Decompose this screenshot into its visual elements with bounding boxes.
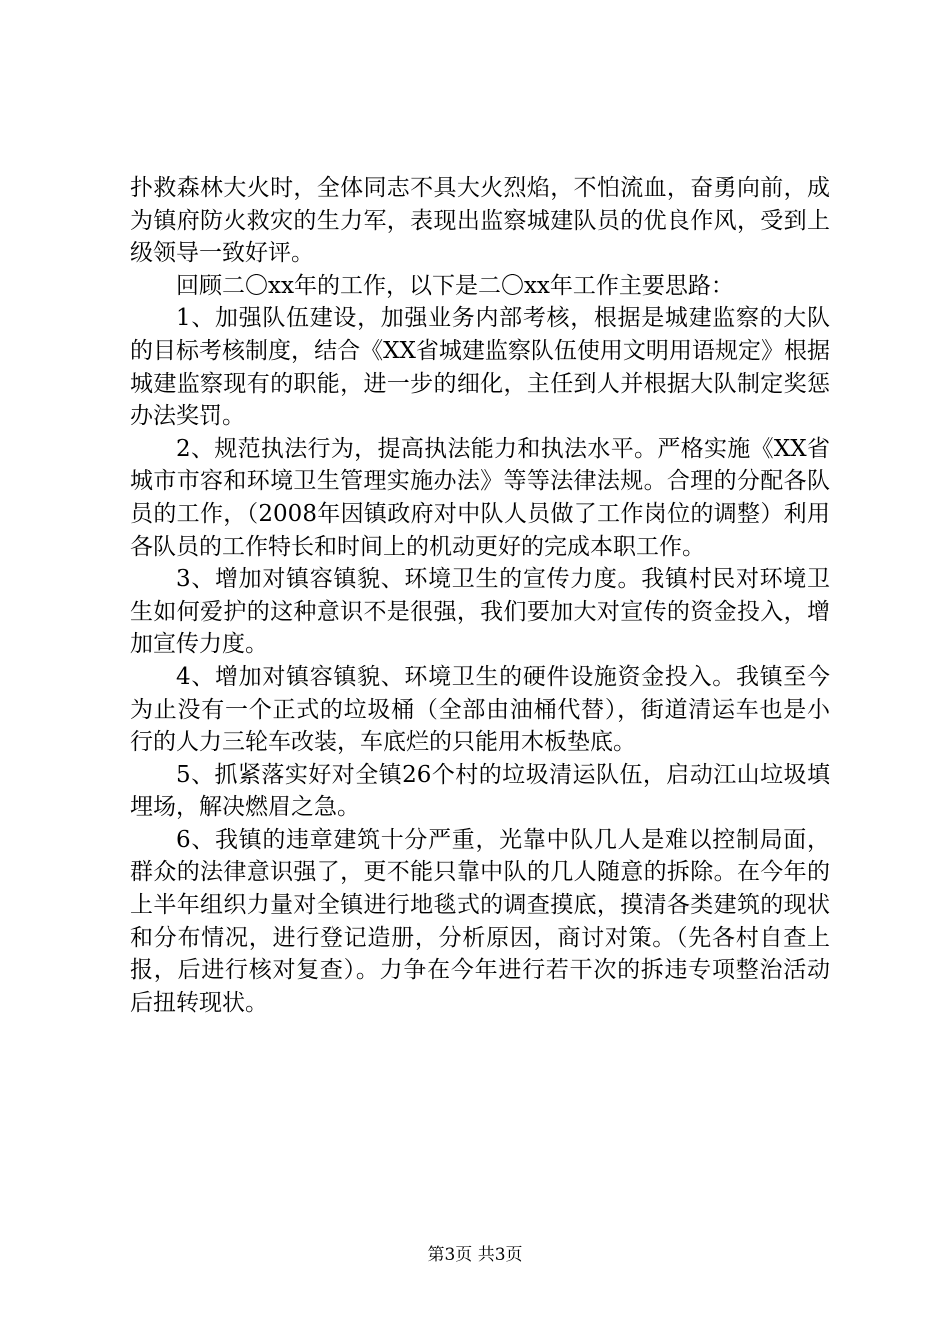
page-number-footer: 第3页 共3页 [427,1245,523,1265]
paragraph-review: 回顾二〇xx年的工作，以下是二〇xx年工作主要思路： [176,272,734,299]
document-body [130,172,830,1019]
paragraph-continuation: 扑救森林大火时，全体同志不具大火烈焰，不怕流血，奋勇向前，成为镇府防火救灾的生力军，表现出监察城建队员的优良作风，受到上级领导一致好评。 [130,175,830,267]
paragraph-item-5: 5、抓紧落实好对全镇26个村的垃圾清运队伍，启动江山垃圾填埋场，解决燃眉之急。 [130,761,830,821]
paragraph-item-6: 6、我镇的违章建筑十分严重，光靠中队几人是难以控制局面，群众的法律意识强了，更不能只靠中队的几人随意的拆除。在今年的上半年组织力量对全镇进行地毯式的调查摸底，摸清各类建筑的现状和分布情况，进行登记造册，分析原因，商讨对策。（先各村自查上报，后进行核对复查）。力争在今年进行若干次的拆违专项整治活动后扭转现状。 [130,826,830,1016]
paragraph-item-2: 2、规范执法行为，提高执法能力和执法水平。严格实施《XX省城市市容和环境卫生管理实施办法》等等法律法规。合理的分配各队员的工作，（2008年因镇政府对中队人员做了工作岗位的调整）利用各队员的工作特长和时间上的机动更好的完成本职工作。 [130,435,830,560]
paragraph-item-4: 4、增加对镇容镇貌、环境卫生的硬件设施资金投入。我镇至今为止没有一个正式的垃圾桶（全部由油桶代替），街道清运车也是小行的人力三轮车改装，车底烂的只能用木板垫底。 [130,663,830,756]
paragraph-item-1: 1、加强队伍建设，加强业务内部考核，根据是城建监察的大队的目标考核制度，结合《XX省城建监察队伍使用文明用语规定》根据城建监察现有的职能，进一步的细化，主任到人并根据大队制定奖惩办法奖罚。 [130,305,830,430]
paragraph-item-3: 3、增加对镇容镇貌、环境卫生的宣传力度。我镇村民对环境卫生如何爱护的这种意识不是很强，我们要加大对宣传的资金投入，增加宣传力度。 [130,566,830,658]
